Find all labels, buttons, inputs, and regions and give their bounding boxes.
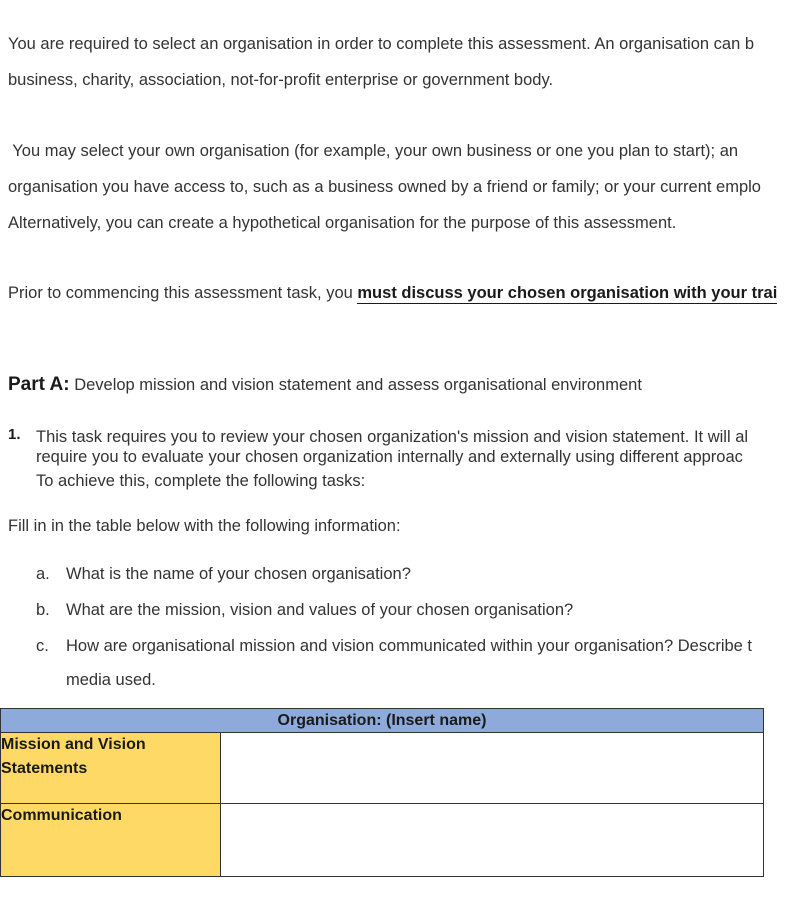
intro-paragraph-2-line-3: Alternatively, you can create a hypothetical organisation for the purpose of this assessment. [8,214,677,232]
table-header: Organisation: (Insert name) [1,709,764,733]
task-1-line-2: require you to evaluate your chosen organization internally and externally using different approac [36,448,743,466]
question-c-text: How are organisational mission and vision communicated within your organisation? Describe t [66,637,753,655]
mission-vision-cell[interactable] [221,733,764,804]
table-row [1,804,764,877]
communication-cell[interactable] [221,804,764,877]
question-c-text-continued: media used. [66,671,156,689]
intro-paragraph-3 [8,283,777,303]
part-a-heading [8,374,642,396]
question-b-text: What are the mission, vision and values of your chosen organisation? [66,601,574,619]
intro-paragraph-1-line-2: business, charity, association, not-for-profit enterprise or government body. [8,71,554,89]
question-b-letter: b. [36,601,50,619]
intro-paragraph-2-line-2: organisation you have access to, such as a business owned by a friend or family; or your current emplo [8,178,761,196]
communication-label [1,804,221,877]
table-header-row [1,709,764,733]
question-a-letter: a. [36,565,50,583]
part-a-title: Develop mission and vision statement and assess organisational environment [74,376,642,394]
intro-paragraph-1-line-1: You are required to select an organisation in order to complete this assessment. An organisation can b [8,35,755,53]
intro-paragraph-3-emphasis: must discuss your chosen organisation with your trai [357,284,778,302]
task-1-number: 1. [8,426,21,443]
intro-paragraph-2-line-1: You may select your own organisation (for example, your own business or one you plan to start); an [8,142,739,160]
fill-instruction: Fill in in the table below with the following information: [8,517,401,535]
task-1-line-3: To achieve this, complete the following tasks: [36,472,366,490]
communication-label-line-1: Communication [1,807,122,824]
table-row [1,733,764,804]
mission-vision-label-line-2: Statements [1,760,88,777]
organisation-table [0,708,764,877]
mission-vision-label [1,733,221,804]
question-c-letter: c. [36,637,49,655]
part-a-label: Part A: [8,374,70,395]
question-a-text: What is the name of your chosen organisation? [66,565,411,583]
task-1-line-1: This task requires you to review your chosen organization's mission and vision statement. It will al [36,428,749,446]
mission-vision-label-line-1: Mission and Vision [1,736,146,753]
intro-paragraph-3-prefix: Prior to commencing this assessment task, you [8,284,358,302]
